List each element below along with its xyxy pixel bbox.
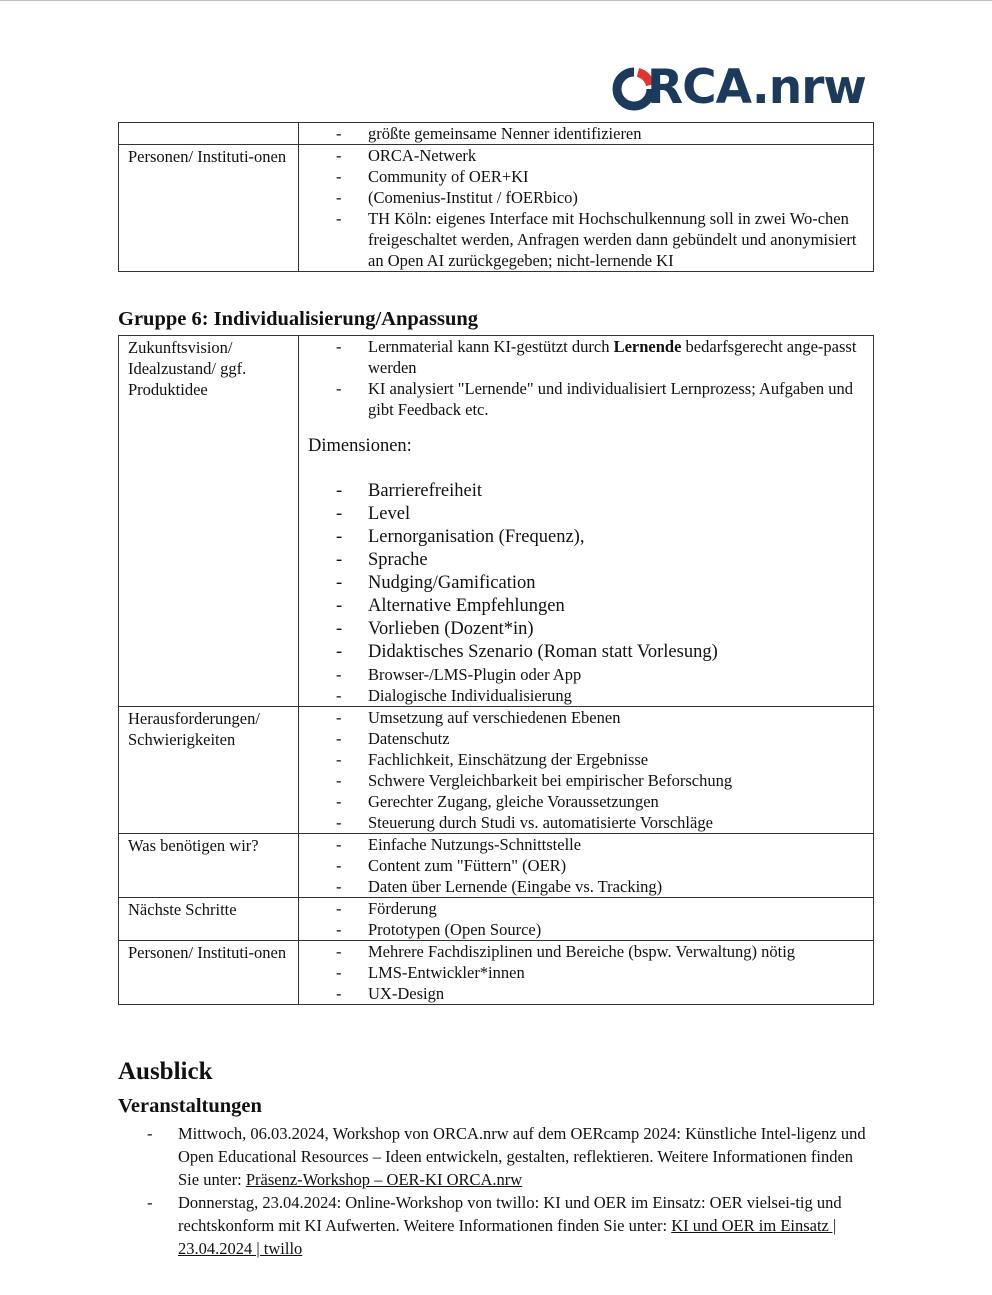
list-item: - Gerechter Zugang, gleiche Voraussetzungen	[336, 792, 659, 811]
list-item: - LMS-Entwickler*innen	[336, 963, 525, 982]
table-row	[119, 834, 874, 898]
list-item: - Vorlieben (Dozent*in)	[336, 619, 534, 639]
list-item: - Förderung	[336, 899, 437, 918]
list-item: - Lernmaterial kann KI-gestützt durch Lernende bedarfsgerecht ange-passt werden	[336, 337, 857, 377]
list-item: - Nudging/Gamification	[336, 573, 536, 593]
list-item: - Einfache Nutzungs-Schnittstelle	[336, 835, 582, 854]
row-label	[119, 123, 299, 145]
row-label: Personen/ Instituti-onen	[119, 941, 299, 1005]
list-item: - Steuerung durch Studi vs. automatisierte Vorschläge	[336, 813, 713, 832]
row-label: Nächste Schritte	[119, 898, 299, 941]
list-item: - Sprache	[336, 550, 428, 570]
table-row	[119, 707, 874, 834]
table-row	[119, 898, 874, 941]
row-label: Herausforderungen/ Schwierigkeiten	[119, 707, 299, 834]
list-item: - Level	[336, 504, 411, 524]
table-group6	[118, 335, 874, 1005]
list-item: - Content zum "Füttern" (OER)	[336, 856, 567, 875]
list-item: - Datenschutz	[336, 729, 450, 748]
top-border	[0, 0, 992, 1]
orca-logo-text: RCA.nrw	[646, 60, 866, 115]
list-item: - Mehrere Fachdisziplinen und Bereiche (bspw. Verwaltung) nötig	[336, 942, 796, 961]
table-row	[119, 941, 874, 1005]
event-link[interactable]: Präsenz-Workshop – OER-KI ORCA.nrw	[245, 1170, 523, 1189]
list-item: - Barrierefreiheit	[336, 481, 483, 501]
list-item: - Prototypen (Open Source)	[336, 920, 542, 939]
list-item: - Daten über Lernende (Eingabe vs. Tracking)	[336, 877, 663, 896]
event-item: - Mittwoch, 06.03.2024, Workshop von ORCA.nrw auf dem OERcamp 2024: Künstliche Intel-ligenz und Open Educational Resources – Ideen entwickeln, gestalten, reflektieren. Weitere Informationen finden Sie unter: Präsenz-Workshop – OER-KI ORCA.nrw	[147, 1124, 866, 1189]
list-item: - Browser-/LMS-Plugin oder App	[336, 665, 582, 684]
list-item: - UX-Design	[336, 984, 445, 1003]
list-item: - (Comenius-Institut / fOERbico)	[336, 188, 578, 207]
list-item: - Didaktisches Szenario (Roman statt Vorlesung)	[336, 642, 718, 662]
event-link[interactable]: KI und OER im Einsatz | 23.04.2024 | twillo	[178, 1216, 837, 1258]
list-item: - TH Köln: eigenes Interface mit Hochschulkennung soll in zwei Wo-chen freigeschaltet werden, Anfragen werden dann gebündelt und anonymisiert an Open AI zurückgegeben; nicht-lernende KI	[336, 209, 857, 270]
outlook-heading: Ausblick	[118, 1058, 213, 1085]
events-heading: Veranstaltungen	[118, 1095, 262, 1117]
table-row	[119, 145, 874, 272]
group6-heading: Gruppe 6: Individualisierung/Anpassung	[118, 308, 479, 330]
list-item: - Dialogische Individualisierung	[336, 686, 572, 705]
events-list	[118, 1122, 878, 1260]
table-row	[119, 123, 874, 145]
orca-logo	[608, 58, 878, 114]
list-item: - Schwere Vergleichbarkeit bei empirischer Beforschung	[336, 771, 733, 790]
list-item: - Lernorganisation (Frequenz),	[336, 527, 585, 547]
list-item: - ORCA-Netwerk	[336, 146, 477, 165]
list-item: - Fachlichkeit, Einschätzung der Ergebnisse	[336, 750, 649, 769]
row-label: Zukunftsvision/ Idealzustand/ ggf. Produktidee	[119, 336, 299, 707]
list-item: - größte gemeinsame Nenner identifizieren	[336, 124, 642, 143]
table-top	[118, 122, 874, 272]
row-label: Was benötigen wir?	[119, 834, 299, 898]
list-item: - Umsetzung auf verschiedenen Ebenen	[336, 708, 621, 727]
table-row	[119, 336, 874, 707]
event-item: - Donnerstag, 23.04.2024: Online-Workshop von twillo: KI und OER im Einsatz: OER vielsei-tig und rechtskonform mit KI Aufwerten. Weitere Informationen finden Sie unter: KI und OER im Einsatz | 23.04.2024 | twillo	[147, 1193, 842, 1258]
list-item: - Alternative Empfehlungen	[336, 596, 565, 616]
dimensions-label: Dimensionen:	[308, 436, 412, 456]
row-label: Personen/ Instituti-onen	[119, 145, 299, 272]
list-item: - KI analysiert "Lernende" und individualisiert Lernprozess; Aufgaben und gibt Feedback etc.	[336, 379, 853, 419]
list-item: - Community of OER+KI	[336, 167, 529, 186]
